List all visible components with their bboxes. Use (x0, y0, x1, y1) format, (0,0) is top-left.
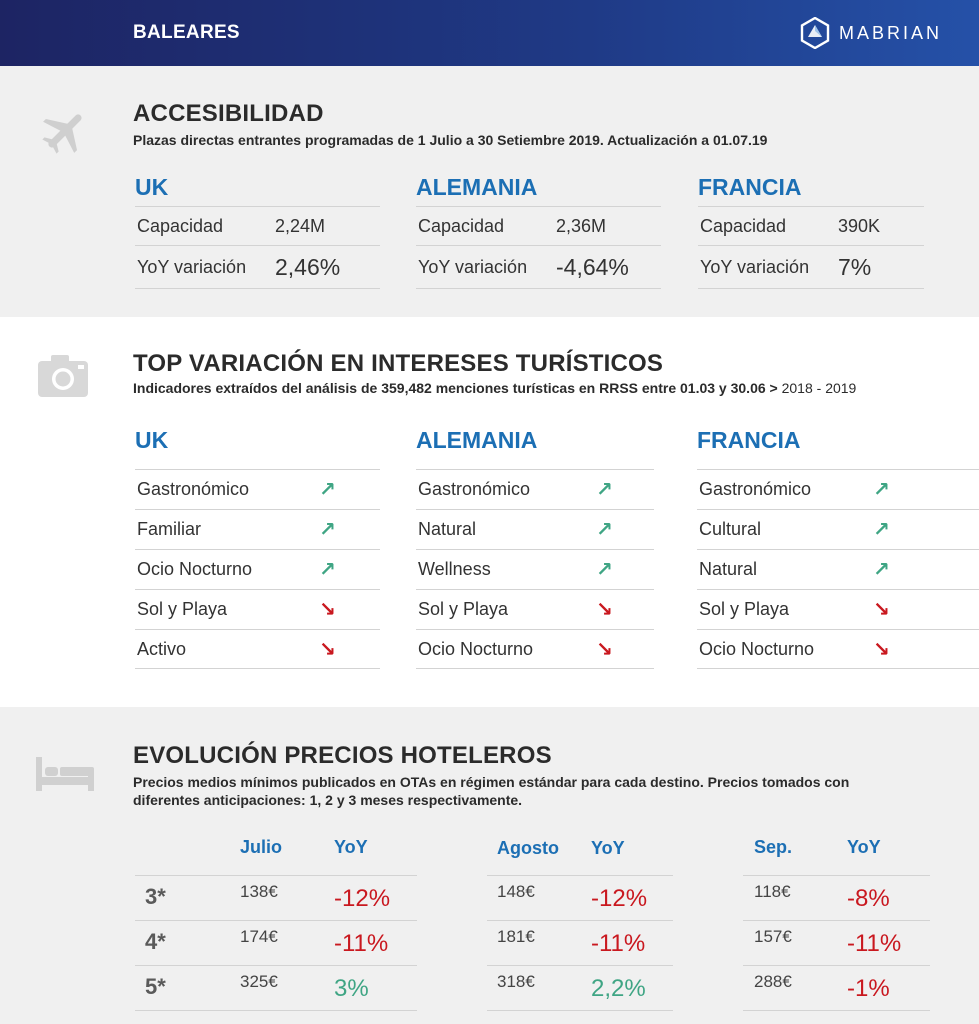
accesibilidad-uk (135, 174, 380, 289)
interest-row (416, 509, 654, 549)
trend-down-icon: ↘ (319, 638, 336, 661)
interest-row (416, 469, 654, 509)
brand-wordmark: MABRIAN (839, 22, 943, 43)
interest-row (416, 589, 654, 629)
precios-section (0, 707, 979, 1024)
capacity-value: 2,24M (275, 215, 326, 236)
price-row (743, 965, 930, 1010)
price-row (743, 875, 930, 920)
table-bottom-divider (743, 1010, 930, 1011)
yoy-value: -12% (591, 885, 648, 912)
accesibilidad-section (0, 66, 979, 317)
price-value: 318€ (497, 972, 535, 991)
interest-row (697, 469, 979, 509)
country-heading: FRANCIA (698, 174, 802, 200)
price-row (135, 965, 417, 1010)
interest-label: Gastronómico (699, 479, 812, 499)
accesibilidad-francia (698, 174, 924, 289)
precios-title: EVOLUCIÓN PRECIOS HOTELEROS (133, 742, 552, 769)
precios-subtitle: Precios medios mínimos publicados en OTAs en régimen estándar para cada destino. Precios tomados con diferentes anticipaciones: 1, 2 y 3 meses respectivamente. (133, 774, 850, 808)
interest-label: Sol y Playa (418, 599, 509, 619)
yoy-heading: YoY (334, 837, 368, 857)
interest-label: Natural (418, 519, 477, 539)
capacity-value: 390K (838, 215, 881, 236)
price-row (487, 965, 673, 1010)
yoy-row (698, 245, 924, 289)
yoy-value: -11% (591, 930, 646, 957)
price-value: 157€ (754, 927, 792, 946)
intereses-column (416, 427, 654, 669)
yoy-value: -12% (334, 885, 391, 912)
price-row (487, 875, 673, 920)
interest-row (135, 629, 380, 669)
country-heading: ALEMANIA (416, 427, 538, 453)
interest-label: Sol y Playa (137, 599, 228, 619)
brand-logo (800, 17, 942, 49)
accesibilidad-subtitle: Plazas directas entrantes programadas de 1 Julio a 30 Setiembre 2019. Actualización a 01.07.19 (133, 132, 768, 148)
star-rating-label: 5* (145, 974, 166, 999)
capacity-row (416, 206, 661, 245)
intereses-column (135, 427, 380, 669)
yoy-row (416, 245, 661, 289)
country-heading: ALEMANIA (416, 174, 538, 200)
price-value: 174€ (240, 927, 278, 946)
yoy-value: -11% (847, 930, 902, 957)
trend-down-icon: ↘ (596, 638, 613, 661)
yoy-value: -1% (847, 975, 890, 1002)
capacity-label: Capacidad (700, 215, 787, 236)
capacity-row (135, 206, 380, 245)
price-value: 148€ (497, 882, 535, 901)
intereses-column (697, 427, 979, 669)
price-row (743, 920, 930, 965)
yoy-value: 2,2% (591, 975, 646, 1002)
intereses-subtitle-main: Indicadores extraídos del análisis de 359,482 menciones turísticas en RRSS entre 01.03 y 30.06 > (133, 380, 778, 396)
trend-down-icon: ↘ (319, 599, 336, 621)
mabrian-logo-icon (800, 17, 830, 49)
price-value: 288€ (754, 972, 792, 991)
price-value: 181€ (497, 927, 535, 946)
yoy-heading: YoY (847, 837, 881, 857)
interest-label: Gastronómico (418, 479, 531, 499)
interest-label: Ocio Nocturno (699, 638, 815, 659)
interest-row (416, 629, 654, 669)
interest-label: Cultural (699, 519, 762, 539)
accesibilidad-title: ACCESIBILIDAD (133, 100, 324, 127)
yoy-value: 3% (334, 975, 369, 1002)
trend-up-icon: ↗ (319, 559, 336, 581)
trend-down-icon: ↘ (873, 638, 890, 661)
intereses-section (0, 317, 979, 707)
interest-label: Ocio Nocturno (418, 638, 534, 659)
interest-row (697, 549, 979, 589)
capacity-row (698, 206, 924, 245)
region-title: BALEARES (133, 22, 240, 43)
accesibilidad-alemania (416, 174, 661, 289)
interest-label: Wellness (418, 559, 491, 579)
capacity-value: 2,36M (556, 215, 607, 236)
trend-up-icon: ↗ (873, 519, 890, 541)
price-row (487, 920, 673, 965)
yoy-value: -8% (847, 885, 890, 912)
star-rating-label: 4* (145, 929, 166, 954)
interest-row (135, 589, 380, 629)
page-header (0, 0, 979, 66)
trend-up-icon: ↗ (596, 479, 613, 501)
trend-down-icon: ↘ (596, 599, 613, 621)
yoy-label: YoY variación (418, 256, 528, 277)
yoy-label: YoY variación (700, 256, 810, 277)
interest-label: Ocio Nocturno (137, 559, 253, 579)
month-heading: Agosto (497, 838, 559, 858)
trend-up-icon: ↗ (596, 519, 613, 541)
airplane-icon (40, 106, 90, 156)
trend-up-icon: ↗ (319, 519, 336, 541)
country-heading: UK (135, 174, 169, 200)
country-heading: FRANCIA (697, 427, 801, 453)
yoy-label: YoY variación (137, 256, 247, 277)
trend-down-icon: ↘ (873, 599, 890, 621)
price-row (135, 875, 417, 920)
interest-row (135, 509, 380, 549)
interest-row (697, 509, 979, 549)
month-heading: Sep. (754, 837, 793, 857)
month-heading: Julio (240, 837, 283, 857)
interest-label: Natural (699, 559, 758, 579)
interest-label: Gastronómico (137, 479, 250, 499)
price-value: 118€ (754, 882, 791, 901)
price-value: 325€ (240, 972, 278, 991)
trend-up-icon: ↗ (596, 559, 613, 581)
yoy-value: 7% (838, 253, 872, 280)
camera-icon (36, 351, 90, 399)
trend-up-icon: ↗ (873, 559, 890, 581)
yoy-row (135, 245, 380, 289)
yoy-value: -4,64% (556, 253, 629, 280)
interest-row (416, 549, 654, 589)
yoy-value: -11% (334, 930, 389, 957)
intereses-title: TOP VARIACIÓN EN INTERESES TURÍSTICOS (133, 350, 664, 377)
intereses-subtitle-years: 2018 - 2019 (777, 380, 857, 396)
interest-label: Activo (137, 638, 187, 659)
interest-label: Sol y Playa (699, 599, 790, 619)
bed-icon (34, 753, 96, 793)
trend-up-icon: ↗ (319, 479, 336, 501)
trend-up-icon: ↗ (873, 479, 890, 501)
table-bottom-divider (135, 1010, 417, 1011)
capacity-label: Capacidad (418, 215, 505, 236)
yoy-value: 2,46% (275, 253, 341, 280)
interest-row (697, 629, 979, 669)
price-row (135, 920, 417, 965)
capacity-label: Capacidad (137, 215, 224, 236)
interest-row (135, 549, 380, 589)
yoy-heading: YoY (591, 838, 625, 858)
interest-label: Familiar (137, 519, 202, 539)
price-value: 138€ (240, 882, 278, 901)
country-heading: UK (135, 427, 169, 453)
interest-row (697, 589, 979, 629)
star-rating-label: 3* (145, 884, 166, 909)
interest-row (135, 469, 380, 509)
table-bottom-divider (487, 1010, 673, 1011)
intereses-subtitle (133, 379, 856, 397)
